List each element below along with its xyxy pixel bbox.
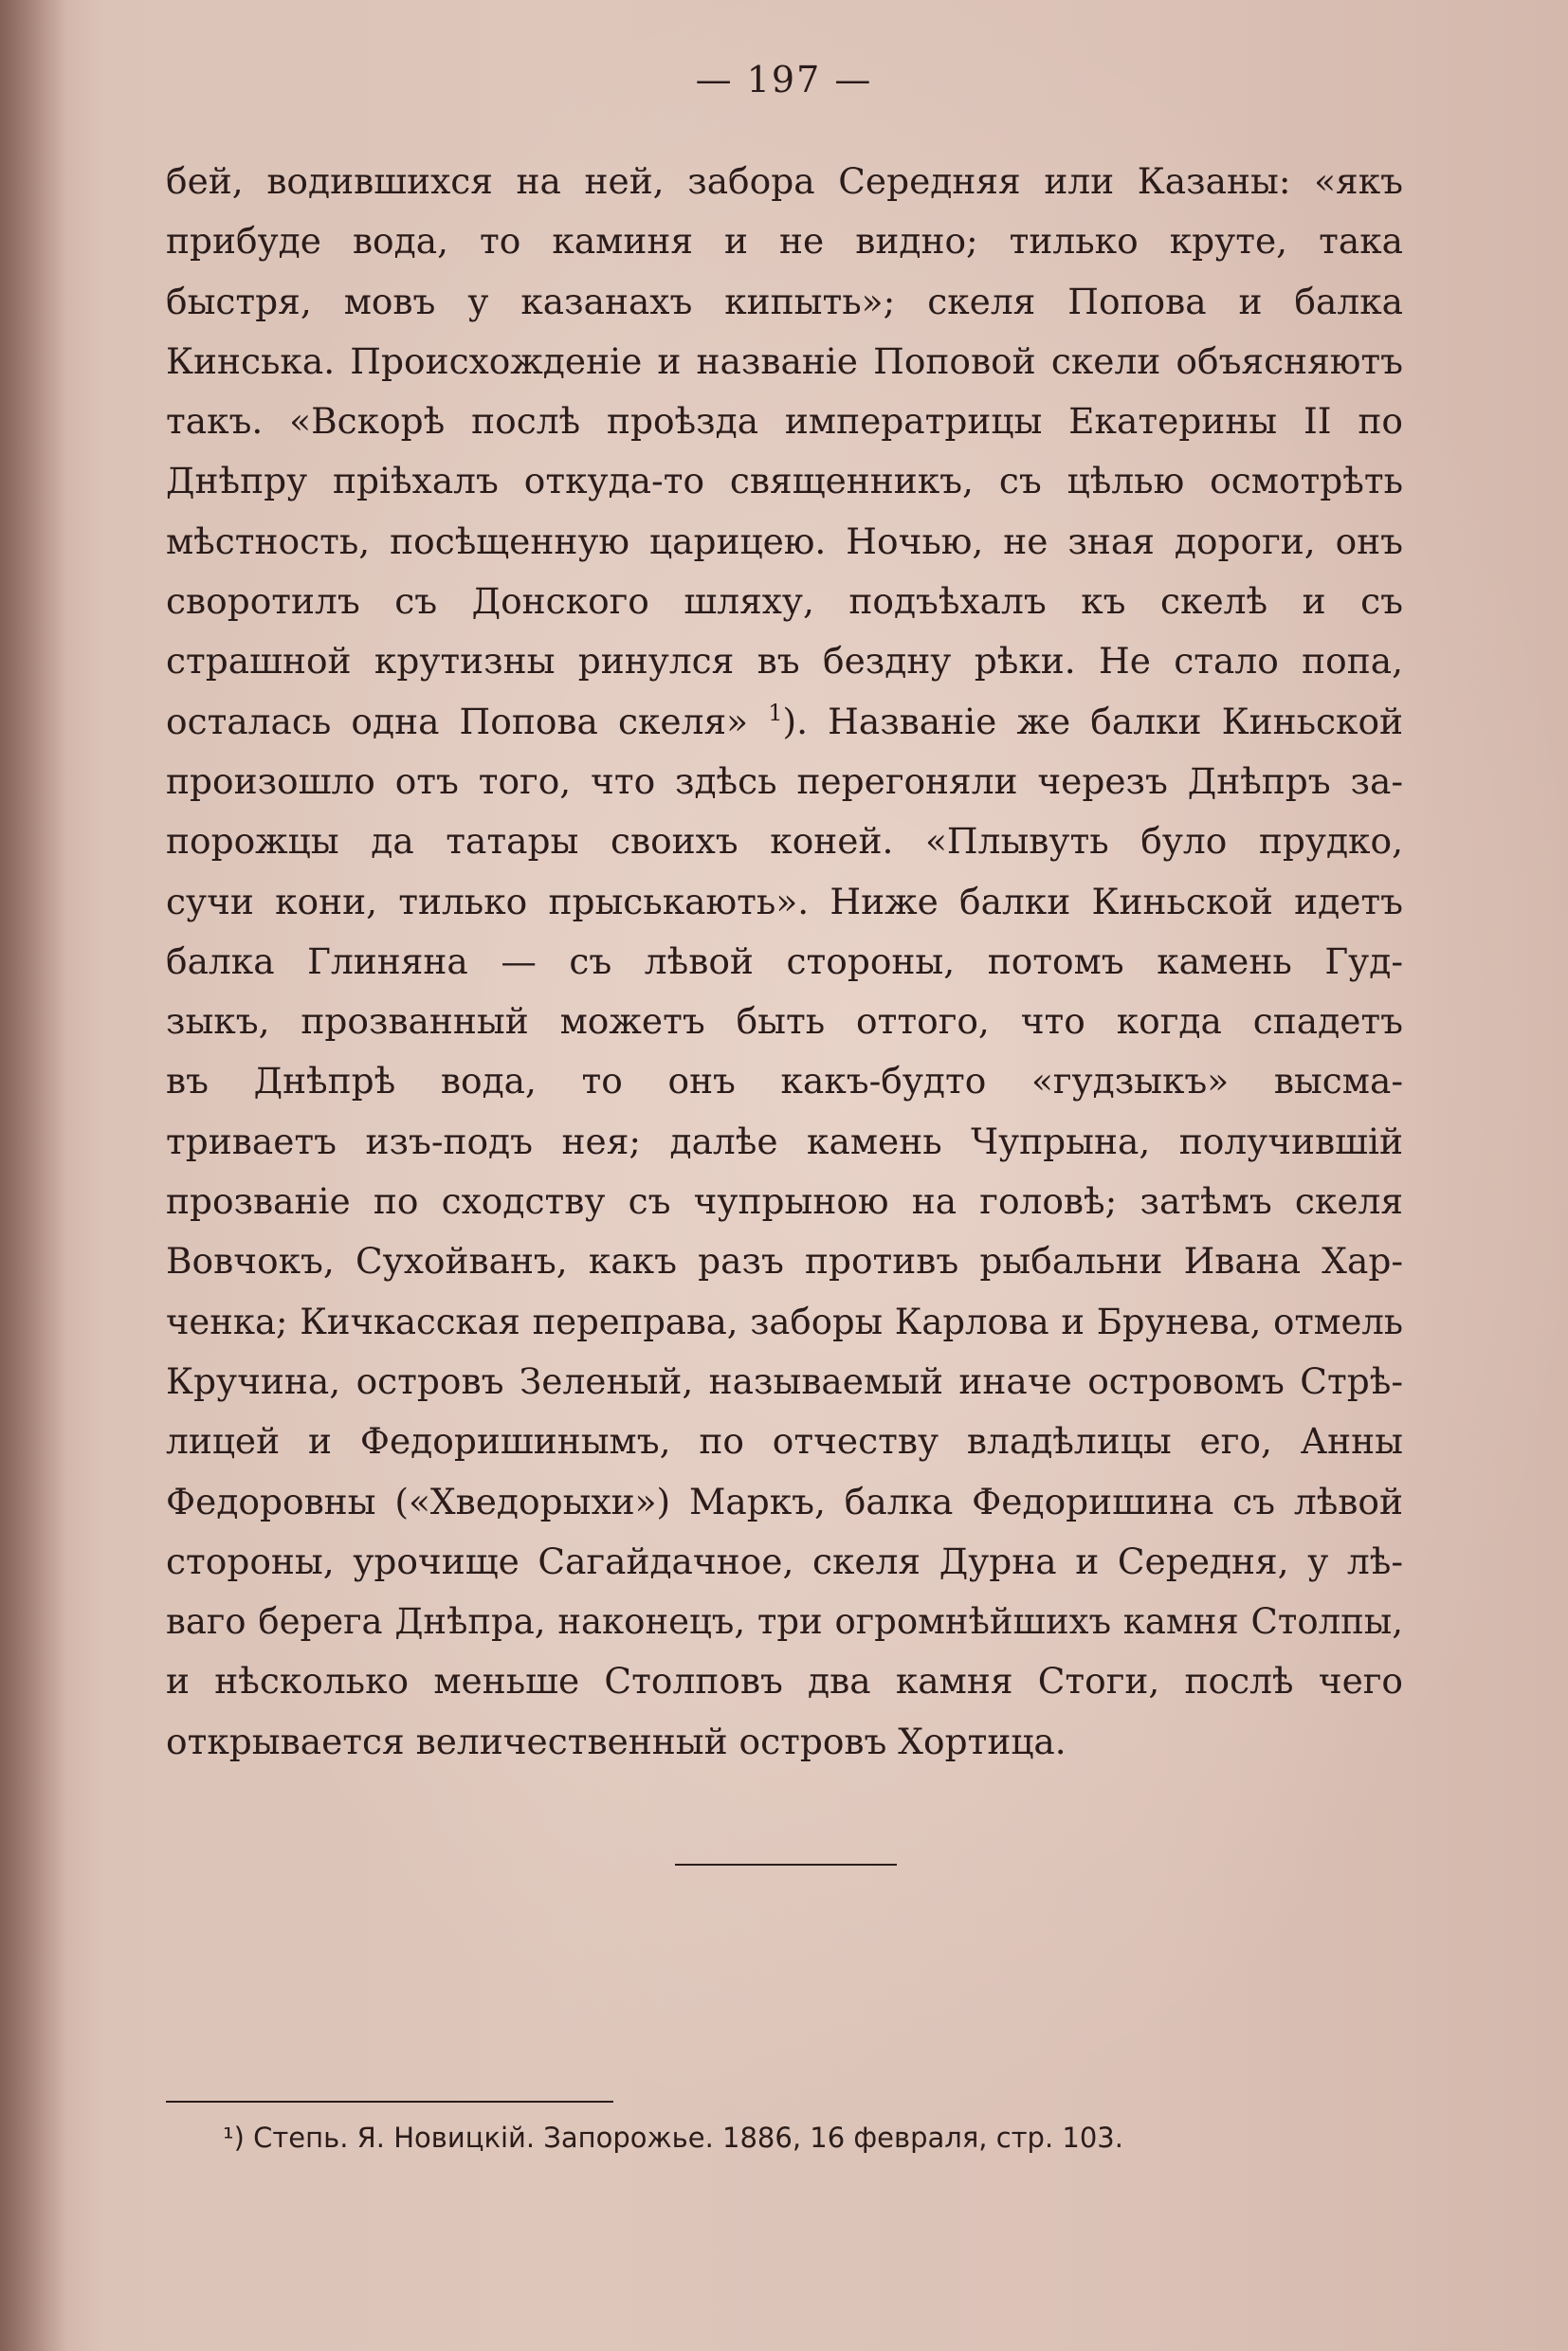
- text-line: быстря, мовъ у казанахъ кипыть»; скеля Попова и балка: [166, 280, 1403, 322]
- text-line: стороны, урочище Сагайдачное, скеля Дурна и Середня, у лѣ-: [166, 1540, 1403, 1582]
- text-line: прозваніе по сходству съ чупрыною на головѣ; затѣмъ скеля: [166, 1180, 1403, 1223]
- text-line: порожцы да татары своихъ коней. «Плывуть було прудко,: [166, 820, 1403, 863]
- footnote: ¹) Степь. Я. Новицкій. Запорожье. 1886, 16 февраля, стр. 103.: [223, 2122, 1123, 2154]
- text-line: Кручина, островъ Зеленый, называемый иначе островомъ Стрѣ-: [166, 1359, 1403, 1402]
- text-line-head: осталась одна Попова скеля»: [166, 700, 749, 742]
- section-divider: [675, 1864, 897, 1866]
- text-line: сучи кони, тилько прыськають». Ниже балки Киньской идетъ: [166, 880, 1403, 922]
- text-line: и нѣсколько меньше Столповъ два камня Стоги, послѣ чего: [166, 1660, 1403, 1703]
- text-line-tail: ). Названіе же балки Киньской: [782, 700, 1404, 742]
- text-line: бей, водившихся на ней, забора Середняя или Казаны: «якъ: [166, 160, 1403, 202]
- text-line: страшной крутизны ринулся въ бездну рѣки. Не стало попа,: [166, 640, 1403, 683]
- text-line: триваетъ изъ-подъ нея; далѣе камень Чупрына, получившій: [166, 1120, 1403, 1162]
- footnote-divider: [166, 2101, 613, 2103]
- footnote-reference[interactable]: 1: [768, 699, 783, 726]
- text-line: Днѣпру пріѣхалъ откуда-то священникъ, съ цѣлью осмотрѣть: [166, 460, 1403, 502]
- text-line: прибуде вода, то каминя и не видно; тилько круте, така: [166, 220, 1403, 263]
- text-line: лицей и Федоришинымъ, по отчеству владѣлицы его, Анны: [166, 1420, 1403, 1463]
- text-line: Вовчокъ, Сухойванъ, какъ разъ противъ рыбальни Ивана Хар-: [166, 1240, 1403, 1283]
- text-line-last: открывается величественный островъ Хортица.: [166, 1720, 1067, 1762]
- text-line-with-footnote-ref: [166, 692, 1403, 752]
- spine-shadow: [0, 0, 66, 2351]
- text-line: балка Глиняна — съ лѣвой стороны, потомъ камень Гуд-: [166, 939, 1403, 982]
- page-number: — 197 —: [695, 59, 873, 100]
- text-line: зыкъ, прозванный можетъ быть оттого, что когда спадетъ: [166, 1000, 1403, 1043]
- text-line: Федоровны («Хведорыхи») Маркъ, балка Федоришина съ лѣвой: [166, 1480, 1403, 1522]
- text-line: Кинська. Происхожденіе и названіе Поповой скели объясняютъ: [166, 339, 1403, 382]
- text-line: произошло отъ того, что здѣсь перегоняли черезъ Днѣпръ за-: [166, 759, 1403, 802]
- text-line: своротилъ съ Донского шляху, подъѣхалъ къ скелѣ и съ: [166, 580, 1403, 623]
- body-text: [166, 152, 1403, 1772]
- text-line: мѣстность, посѣщенную царицею. Ночью, не зная дороги, онъ: [166, 519, 1403, 562]
- text-line: такъ. «Вскорѣ послѣ проѣзда императрицы Екатерины II по: [166, 400, 1403, 443]
- text-line: ченка; Кичкасская переправа, заборы Карлова и Брунева, отмель: [166, 1301, 1403, 1342]
- text-line: ваго берега Днѣпра, наконецъ, три огромнѣйшихъ камня Столпы,: [166, 1601, 1403, 1643]
- text-line: въ Днѣпрѣ вода, то онъ какъ-будто «гудзыкъ» высма-: [166, 1060, 1403, 1103]
